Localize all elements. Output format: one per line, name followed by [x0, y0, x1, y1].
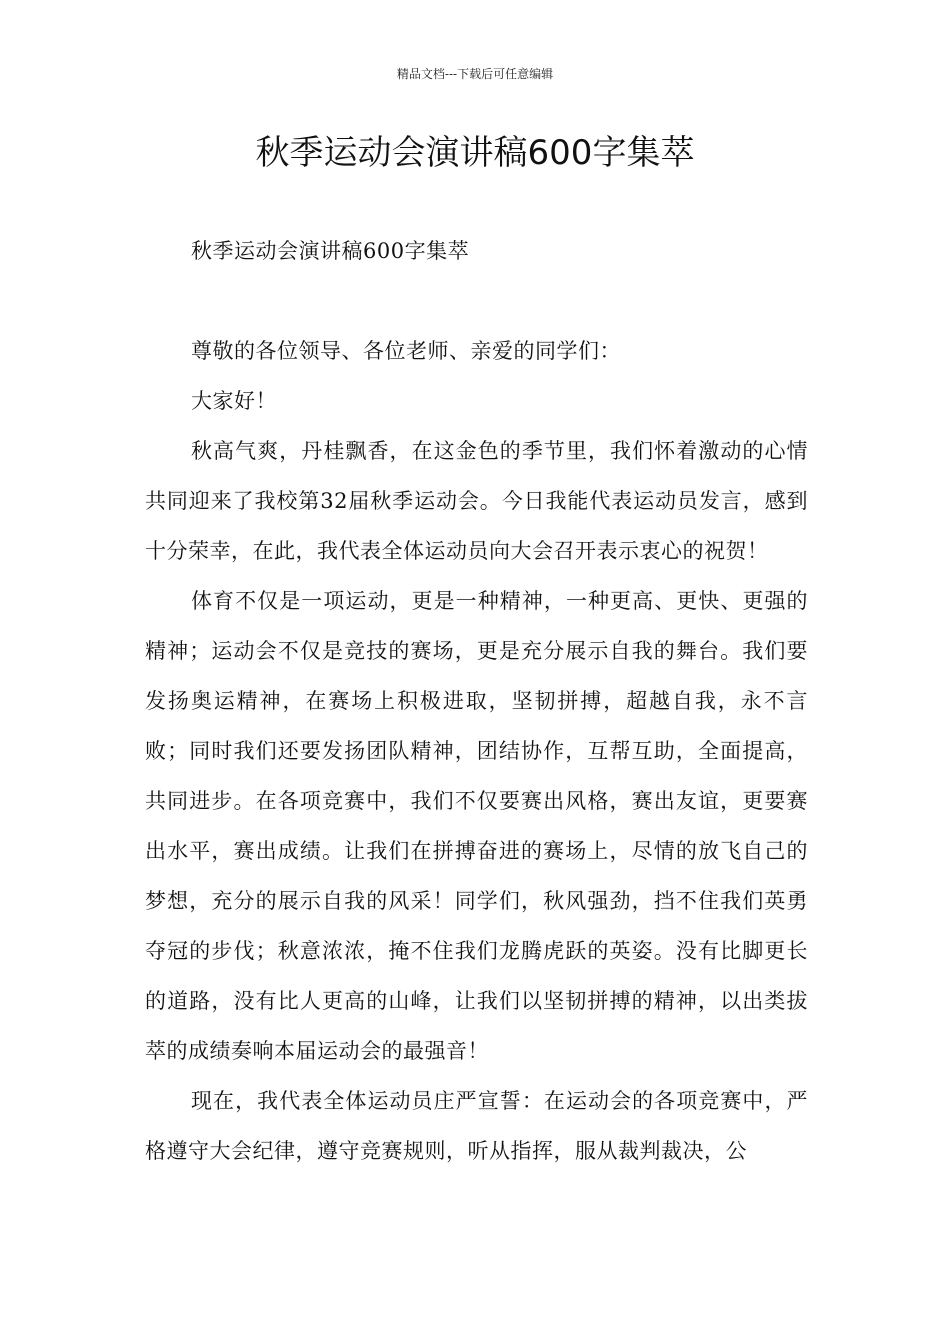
paragraph-opening: 秋高气爽，丹桂飘香，在这金色的季节里，我们怀着激动的心情共同迎来了我校第32届秋季运动会。今日我能代表运动员发言，感到十分荣幸，在此，我代表全体运动员向大会召开表示衷心的祝贺！ [145, 439, 808, 563]
subtitle-text: 秋季运动会演讲稿600字集萃 [191, 239, 470, 263]
header-note: 精品文档---下载后可任意编辑 [396, 67, 554, 81]
paragraph-spirit: 体育不仅是一项运动，更是一种精神，一种更高、更快、更强的精神；运动会不仅是竞技的赛场，更是充分展示自我的舞台。我们要发扬奥运精神，在赛场上积极进取，坚韧拼搏，超越自我，永不言败；同时我们还要发扬团队精神，团结协作，互帮互助，全面提高，共同进步。在各项竞赛中，我们不仅要赛出风格，赛出友谊，更要赛出水平，赛出成绩。让我们在拼搏奋进的赛场上，尽情的放飞自己的梦想，充分的展示自我的风采！同学们，秋风强劲，挡不住我们英勇夺冠的步伐；秋意浓浓，掩不住我们龙腾虎跃的英姿。没有比脚更长的道路，没有比人更高的山峰，让我们以坚韧拼搏的精神，以出类拔萃的成绩奏响本届运动会的最强音！ [145, 589, 808, 1063]
document-subtitle [145, 226, 808, 276]
paragraph-greeting: 大家好！ [191, 389, 277, 413]
paragraph-oath: 现在，我代表全体运动员庄严宣誓：在运动会的各项竞赛中，严格遵守大会纪律，遵守竞赛规则，听从指挥，服从裁判裁决，公 [145, 1089, 808, 1163]
document-body [145, 326, 808, 1176]
document-title: 秋季运动会演讲稿600字集萃 [255, 133, 695, 173]
paragraph-salutation: 尊敬的各位领导、各位老师、亲爱的同学们： [191, 339, 621, 363]
